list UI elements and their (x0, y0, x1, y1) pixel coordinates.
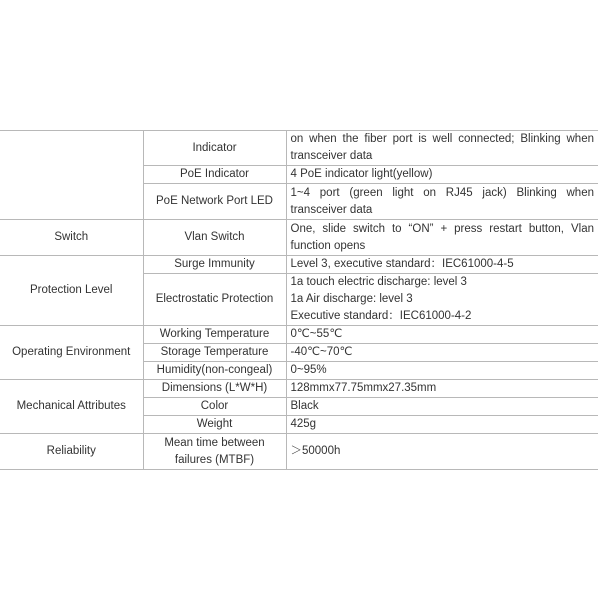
category-mechanical-attributes: Mechanical Attributes (0, 380, 143, 434)
item-vlan-switch: Vlan Switch (143, 220, 286, 256)
table-row (0, 434, 598, 470)
table-row (0, 220, 598, 256)
mtbf-line-2: failures (MTBF) (174, 453, 255, 466)
category-operating-environment: Operating Environment (0, 326, 143, 380)
item-dimensions: Dimensions (L*W*H) (143, 380, 286, 398)
item-color: Color (143, 398, 286, 416)
esd-line-touch: 1a touch electric discharge: level 3 (290, 276, 467, 288)
item-weight: Weight (143, 416, 286, 434)
item-humidity: Humidity(non-congeal) (143, 362, 286, 380)
item-poe-port-led: PoE Network Port LED (143, 184, 286, 220)
table-row (0, 131, 598, 166)
value-humidity: 0~95% (286, 362, 598, 380)
value-color: Black (286, 398, 598, 416)
value-working-temperature: 0℃~55℃ (286, 326, 598, 344)
table-row (0, 326, 598, 344)
item-mtbf (143, 434, 286, 470)
item-poe-indicator: PoE Indicator (143, 166, 286, 184)
value-dimensions: 128mmx77.75mmx27.35mm (286, 380, 598, 398)
value-surge-immunity: Level 3, executive standard：IEC61000-4-5 (286, 256, 598, 274)
specifications-table (0, 130, 598, 470)
category-protection-level: Protection Level (0, 256, 143, 326)
esd-line-air: 1a Air discharge: level 3 (290, 293, 413, 305)
item-surge-immunity: Surge Immunity (143, 256, 286, 274)
item-indicator: Indicator (143, 131, 286, 166)
mtbf-line-1: Mean time between (164, 436, 265, 449)
category-reliability: Reliability (0, 434, 143, 470)
value-poe-indicator: 4 PoE indicator light(yellow) (286, 166, 598, 184)
value-poe-port-led: 1~4 port (green light on RJ45 jack) Blinking when transceiver data (286, 184, 598, 220)
table-row (0, 380, 598, 398)
value-weight: 425g (286, 416, 598, 434)
value-electrostatic-protection (286, 274, 598, 326)
item-working-temperature: Working Temperature (143, 326, 286, 344)
category-cell-empty (0, 131, 143, 220)
item-storage-temperature: Storage Temperature (143, 344, 286, 362)
value-indicator: on when the fiber port is well connected; Blinking when transceiver data (286, 131, 598, 166)
value-vlan-switch: One, slide switch to “ON” + press restart button, Vlan function opens (286, 220, 598, 256)
esd-line-standard: Executive standard：IEC61000-4-2 (290, 310, 472, 322)
table-row (0, 256, 598, 274)
value-storage-temperature: -40℃~70℃ (286, 344, 598, 362)
item-electrostatic-protection: Electrostatic Protection (143, 274, 286, 326)
value-mtbf: ＞50000h (286, 434, 598, 470)
category-switch: Switch (0, 220, 143, 256)
